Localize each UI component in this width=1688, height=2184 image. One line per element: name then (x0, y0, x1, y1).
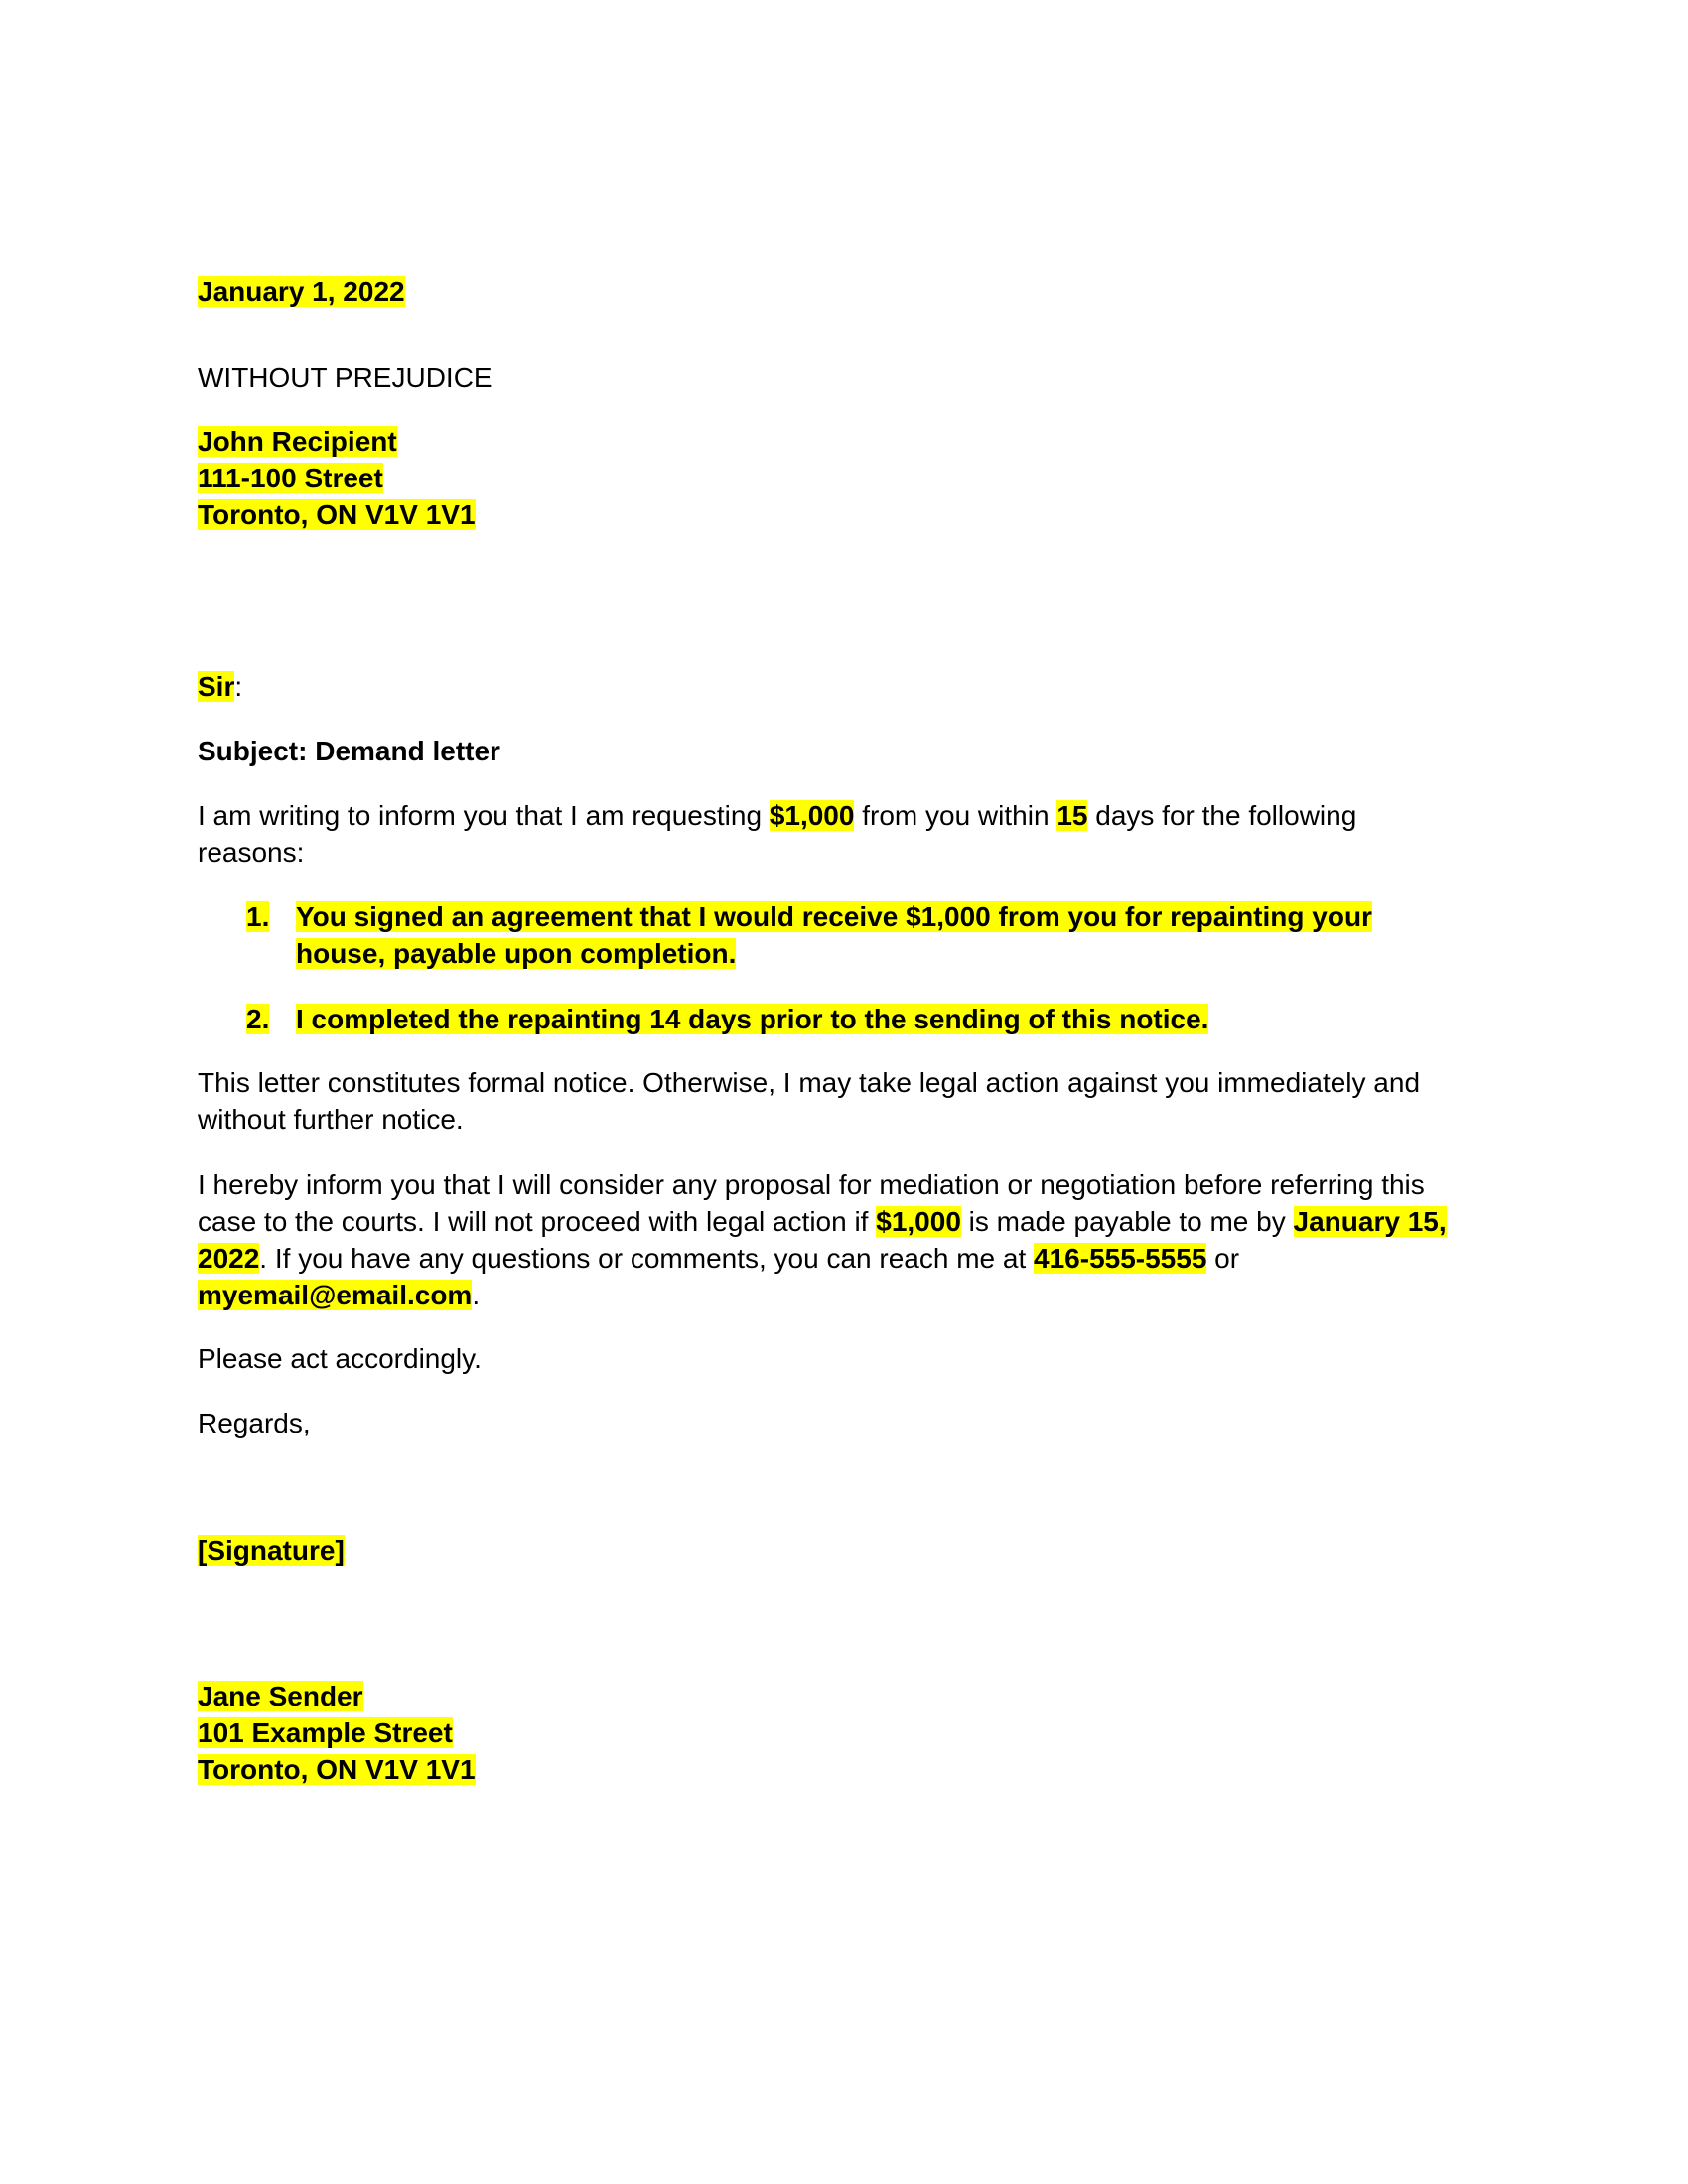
intro-amount: $1,000 (769, 800, 855, 831)
salutation (198, 668, 1488, 705)
intro-days: 15 (1056, 800, 1088, 831)
sign-off (198, 1405, 1488, 1441)
sender-name: Jane Sender (198, 1681, 363, 1711)
mediation-part-5: . (472, 1280, 481, 1310)
without-prejudice-heading (198, 359, 1488, 396)
sender-street: 101 Example Street (198, 1717, 453, 1748)
closing-request-text: Please act accordingly. (198, 1343, 482, 1374)
date-text: January 1, 2022 (198, 276, 405, 307)
mediation-deadline-1: January 15, (1293, 1206, 1447, 1237)
reason-number-2: 2. (246, 1004, 270, 1034)
mediation-paragraph (198, 1166, 1469, 1313)
subject-line (198, 733, 1488, 769)
signature-text: [Signature] (198, 1535, 345, 1566)
contact-phone: 416-555-5555 (1034, 1243, 1207, 1274)
sign-off-text: Regards, (198, 1408, 311, 1438)
closing-request (198, 1340, 1488, 1377)
sender-address (198, 1678, 1488, 1788)
recipient-street: 111-100 Street (198, 463, 383, 493)
salutation-colon: : (234, 671, 243, 702)
intro-part-3: days for the following reasons: (198, 800, 1357, 868)
notice-text: This letter constitutes formal notice. Otherwise, I may take legal action against you immediately and without further notice. (198, 1067, 1421, 1135)
reason-text-2: I completed the repainting 14 days prior to the sending of this notice. (296, 1004, 1209, 1034)
notice-paragraph (198, 1064, 1439, 1138)
heading-text: WITHOUT PREJUDICE (198, 362, 492, 393)
letter-date (198, 273, 1488, 310)
mediation-part-2: is made payable to me by (960, 1206, 1294, 1237)
reason-text-1: You signed an agreement that I would receive $1,000 from you for repainting your house, payable upon completion. (296, 901, 1372, 969)
subject-text: Subject: Demand letter (198, 736, 500, 766)
recipient-name: John Recipient (198, 426, 397, 457)
salutation-text: Sir (198, 671, 235, 702)
signature-placeholder (198, 1532, 1488, 1569)
reason-number-1: 1. (246, 901, 270, 932)
sender-city: Toronto, ON V1V 1V1 (198, 1754, 476, 1785)
contact-email: myemail@email.com (198, 1280, 473, 1310)
mediation-deadline-2: 2022 (198, 1243, 260, 1274)
recipient-city: Toronto, ON V1V 1V1 (198, 499, 476, 530)
recipient-address (198, 423, 1488, 533)
mediation-part-1: I hereby inform you that I will consider any proposal for mediation or negotiation before referring this case to the courts. I will not proceed with legal action if (198, 1169, 1425, 1237)
mediation-part-3: . If you have any questions or comments, you can reach me at (259, 1243, 1035, 1274)
intro-part-1: I am writing to inform you that I am requesting (198, 800, 770, 831)
reason-item-2 (246, 1001, 1468, 1037)
mediation-amount: $1,000 (876, 1206, 961, 1237)
mediation-part-4: or (1206, 1243, 1240, 1274)
reason-item-1 (246, 898, 1468, 972)
intro-part-2: from you within (854, 800, 1057, 831)
intro-paragraph (198, 797, 1439, 871)
